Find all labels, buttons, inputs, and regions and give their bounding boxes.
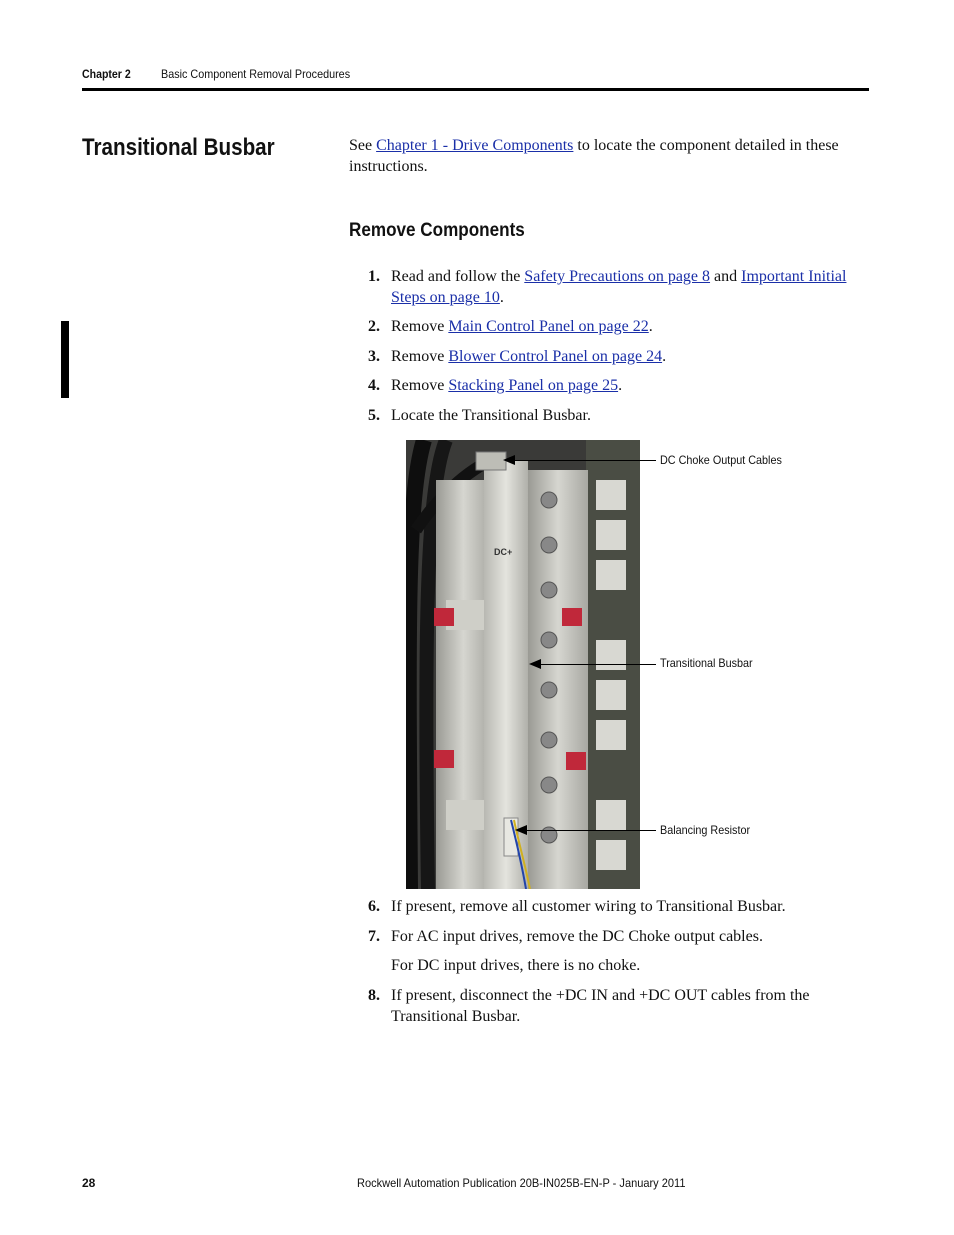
subsection-title: Remove Components xyxy=(349,220,525,241)
step-number: 5. xyxy=(368,407,380,424)
callout-transitional-busbar: Transitional Busbar xyxy=(660,656,753,670)
step-text-post: . xyxy=(648,318,653,335)
step-number: 1. xyxy=(368,268,380,285)
step-number: 2. xyxy=(368,318,380,335)
revision-change-bar xyxy=(61,321,69,398)
busbar-dc-plus-marking: DC+ xyxy=(494,547,513,557)
intro-text-after: to locate the component detailed in these instructions. xyxy=(349,137,839,175)
step-text xyxy=(391,266,856,308)
intro-paragraph xyxy=(349,135,854,177)
section-title: Transitional Busbar xyxy=(82,134,275,161)
step-text-pre: Remove xyxy=(391,348,449,365)
step-text xyxy=(391,375,856,396)
callout-dc-choke-output-cables: DC Choke Output Cables xyxy=(660,453,782,467)
step-number: 4. xyxy=(368,377,380,394)
important-initial-steps-link[interactable]: Important Initial Steps on page 10 xyxy=(391,268,847,306)
step-text-post: . xyxy=(662,348,667,365)
page-header xyxy=(82,66,869,92)
step-text: Locate the Transitional Busbar. xyxy=(391,407,591,424)
safety-precautions-link[interactable]: Safety Precautions on page 8 xyxy=(524,268,711,285)
step-text: If present, disconnect the +DC IN and +DC OUT cables from the Transitional Busbar. xyxy=(391,987,810,1025)
header-rule xyxy=(82,88,869,91)
chapter-1-link[interactable]: Chapter 1 - Drive Components xyxy=(376,137,574,154)
main-control-panel-link[interactable]: Main Control Panel on page 22 xyxy=(448,318,649,335)
step-number: 7. xyxy=(368,928,380,945)
step-number: 8. xyxy=(368,987,380,1004)
step-text-pre: Remove xyxy=(391,377,449,394)
callout-balancing-resistor: Balancing Resistor xyxy=(660,823,751,837)
step-text-post: . xyxy=(618,377,623,394)
step-text xyxy=(391,316,856,337)
stacking-panel-link[interactable]: Stacking Panel on page 25 xyxy=(448,377,619,394)
step-text: For AC input drives, remove the DC Choke output cables. xyxy=(391,928,763,945)
step-text-pre: Read and follow the xyxy=(391,268,525,285)
page-number: 28 xyxy=(82,1176,96,1190)
blower-control-panel-link[interactable]: Blower Control Panel on page 24 xyxy=(448,348,663,365)
chapter-title: Basic Component Removal Procedures xyxy=(161,67,351,81)
step-7-note: For DC input drives, there is no choke. xyxy=(391,957,641,974)
chapter-label: Chapter 2 xyxy=(82,67,131,81)
step-text: If present, remove all customer wiring to Transitional Busbar. xyxy=(391,898,786,915)
callout-line xyxy=(512,460,656,461)
step-text-pre: Remove xyxy=(391,318,449,335)
callout-line xyxy=(524,830,656,831)
step-text-post: . xyxy=(499,289,504,306)
step-text xyxy=(391,346,856,367)
step-number: 6. xyxy=(368,898,380,915)
publication-info: Rockwell Automation Publication 20B-IN025B-EN-P - January 2011 xyxy=(357,1176,686,1190)
step-number: 3. xyxy=(368,348,380,365)
intro-text-before: See xyxy=(349,137,377,154)
callout-line xyxy=(538,664,656,665)
step-text-mid: and xyxy=(710,268,742,285)
